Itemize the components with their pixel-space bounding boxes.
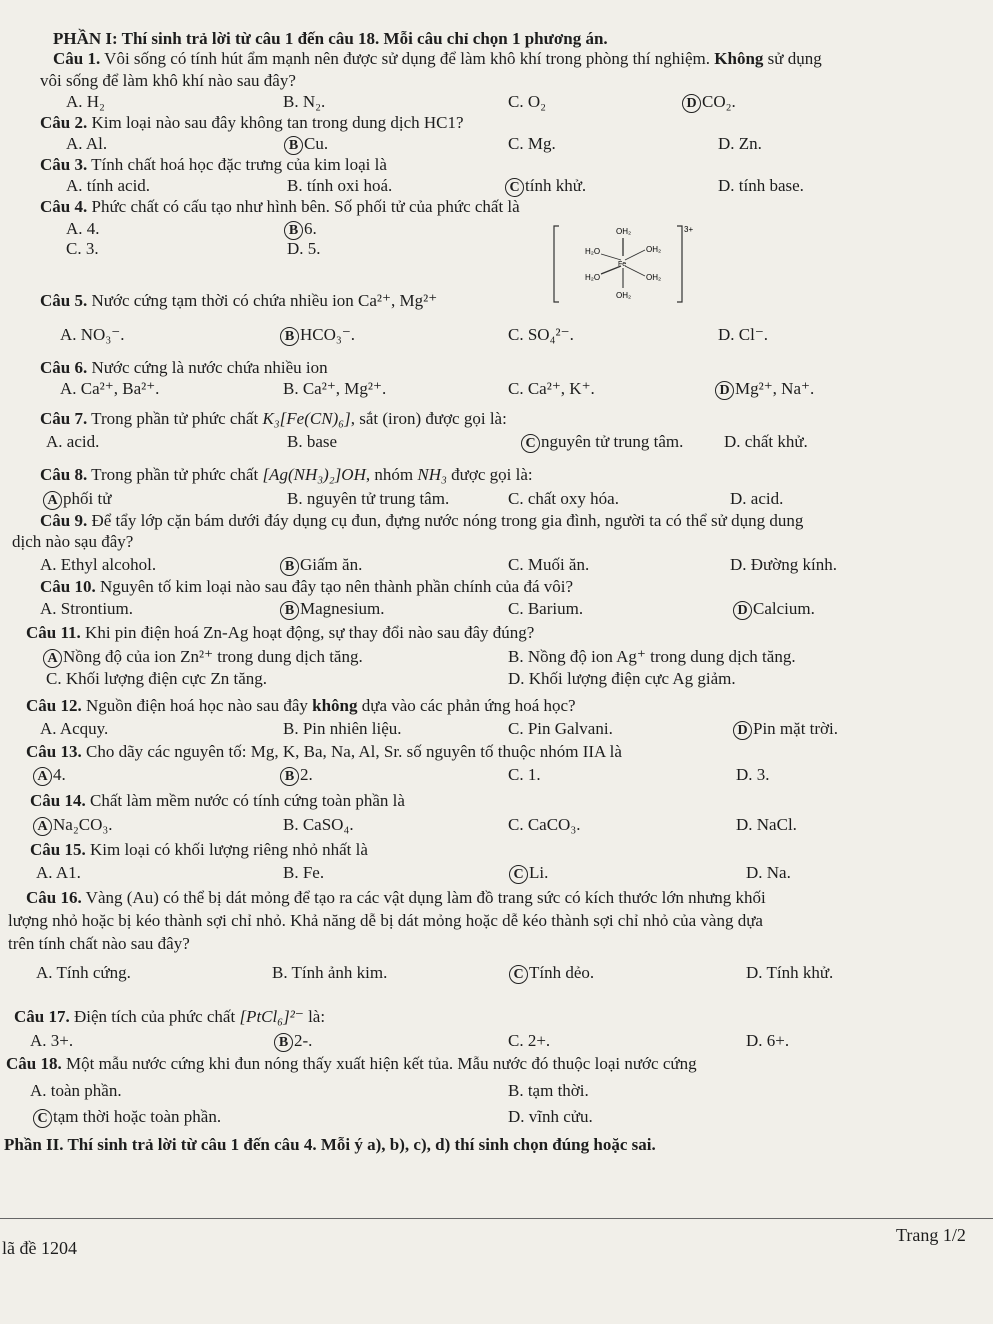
question-text: sử dụng <box>763 49 822 68</box>
question-number: Câu 1. <box>53 49 101 68</box>
q6-option-a[interactable]: A. Ca²⁺, Ba²⁺. <box>60 379 160 398</box>
bond <box>625 266 645 276</box>
q18-option-a[interactable]: A. toàn phần. <box>30 1081 122 1100</box>
option-text: Magnesium. <box>300 599 385 618</box>
part1-title: PHẦN I: Thí sinh trả lời từ câu 1 đến câu 18. Mỗi câu chỉ chọn 1 phương án. <box>53 29 608 48</box>
selected-answer-circle: A <box>33 767 52 786</box>
question-12 <box>26 695 576 717</box>
q9-option-b[interactable] <box>283 554 362 576</box>
question-16-text-cont: trên tính chất nào sau đây? <box>8 934 190 953</box>
q3-option-b[interactable]: B. tính oxi hoá. <box>287 176 393 195</box>
question-text: dựa vào các phản ứng hoá học? <box>357 696 576 715</box>
q12-option-d[interactable] <box>736 718 838 740</box>
ligand-top: OH₂ <box>616 227 632 236</box>
q13-option-b[interactable] <box>283 764 313 786</box>
option-text: Mg²⁺, Na⁺. <box>735 379 815 398</box>
q11-option-a[interactable] <box>46 646 363 668</box>
question-number: Câu 16. <box>26 888 82 907</box>
q12-option-a[interactable]: A. Acquy. <box>40 719 109 738</box>
question-number: Câu 10. <box>40 577 96 596</box>
question-text: Tính chất hoá học đặc trưng của kim loại là <box>87 155 387 174</box>
q1-option-b[interactable]: B. N₂. <box>283 92 326 111</box>
selected-answer-circle: A <box>43 649 62 668</box>
question-emphasis: không <box>312 696 358 715</box>
central-atom: Fe <box>618 261 627 268</box>
q6-option-b[interactable]: B. Ca²⁺, Mg²⁺. <box>283 379 387 398</box>
q2-option-a[interactable]: A. Al. <box>66 134 108 153</box>
q2-option-c[interactable]: C. Mg. <box>508 134 556 153</box>
question-text: Nguồn điện hoá học nào sau đây <box>81 696 313 715</box>
q7-option-a[interactable]: A. acid. <box>46 432 100 451</box>
selected-answer-circle: B <box>274 1033 293 1052</box>
question-text: là: <box>303 1007 326 1026</box>
question-number: Câu 11. <box>26 623 81 642</box>
option-text: 2-. <box>294 1031 313 1050</box>
q8-option-d[interactable]: D. acid. <box>730 489 784 508</box>
question-2 <box>40 112 464 134</box>
page-number: Trang 1/2 <box>896 1225 966 1245</box>
selected-answer-circle: C <box>521 434 540 453</box>
ligand-bottom: OH₂ <box>616 291 632 300</box>
question-text: Vàng (Au) có thể bị dát mỏng để tạo ra các vật dụng làm đồ trang sức có kích thước lớn nhưng khối <box>81 888 766 907</box>
question-number: Câu 7. <box>40 409 88 428</box>
question-text: , sắt (iron) được gọi là: <box>350 409 507 428</box>
question-text: Trong phần tử phức chất <box>87 465 263 484</box>
option-text: 6. <box>304 219 317 238</box>
question-16-text-cont: lượng nhỏ hoặc bị kéo thành sợi chỉ nhỏ. Khả năng dễ bị dát mỏng hoặc dễ kéo thành sợi chỉ nhỏ của vàng dựa <box>8 911 763 930</box>
question-13 <box>26 741 622 763</box>
q11-option-d[interactable]: D. Khối lượng điện cực Ag giảm. <box>508 669 736 688</box>
question-text: Cho dãy các nguyên tố: Mg, K, Ba, Na, Al, Sr. số nguyên tố thuộc nhóm IIA là <box>81 742 622 761</box>
q8-option-b[interactable]: B. nguyên tử trung tâm. <box>287 489 450 508</box>
q15-option-b[interactable]: B. Fe. <box>283 863 325 882</box>
question-4 <box>40 196 520 218</box>
question-8 <box>40 464 533 486</box>
ligand-lower-left: H₂O <box>585 273 601 282</box>
q2-option-d[interactable]: D. Zn. <box>718 134 762 153</box>
question-text: Chất làm mềm nước có tính cứng toàn phần là <box>85 791 405 810</box>
chemical-formula: NH₃ <box>417 465 447 484</box>
question-number: Câu 13. <box>26 742 82 761</box>
option-text: HCO₃⁻. <box>300 325 356 344</box>
question-number: Câu 4. <box>40 197 88 216</box>
question-text: Phức chất có cấu tạo như hình bên. Số phối tử của phức chất là <box>87 197 520 216</box>
q3-option-a[interactable]: A. tính acid. <box>66 176 151 195</box>
question-5 <box>40 290 437 312</box>
question-text: , nhóm <box>365 465 418 484</box>
q12-option-c[interactable]: C. Pin Galvani. <box>508 719 613 738</box>
question-9-text-cont: dịch nào sạu đây? <box>12 532 134 551</box>
selected-answer-circle: C <box>509 965 528 984</box>
q1-option-c[interactable]: C. O₂ <box>508 92 547 111</box>
q10-option-d[interactable] <box>736 598 815 620</box>
q9-option-a[interactable]: A. Ethyl alcohol. <box>40 555 157 574</box>
option-text: Pin mặt trời. <box>753 719 839 738</box>
ligand-lower-right: OH₂ <box>646 273 662 282</box>
q14-option-b[interactable]: B. CaSO₄. <box>283 815 354 834</box>
question-10 <box>40 576 573 598</box>
q4-option-b[interactable] <box>287 218 317 240</box>
q4-option-d[interactable]: D. 5. <box>287 239 321 258</box>
q15-option-d[interactable]: D. Na. <box>746 863 791 882</box>
question-text: Kim loại có khối lượng riêng nhỏ nhất là <box>85 840 368 859</box>
selected-answer-circle: B <box>280 557 299 576</box>
q14-option-d[interactable]: D. NaCl. <box>736 815 797 834</box>
option-text: Giấm ăn. <box>300 555 363 574</box>
q5-option-d[interactable]: D. Cl⁻. <box>718 325 769 344</box>
question-text: Điện tích của phức chất <box>69 1007 240 1026</box>
q14-option-a[interactable] <box>36 814 113 836</box>
q7-option-c[interactable] <box>524 431 683 453</box>
selected-answer-circle: C <box>505 178 524 197</box>
chemical-formula: K₃[Fe(CN)₆] <box>262 409 351 428</box>
option-text: tạm thời hoặc toàn phần. <box>53 1107 222 1126</box>
question-9 <box>40 510 803 532</box>
q8-option-a[interactable] <box>46 488 111 510</box>
question-1 <box>53 48 822 70</box>
question-16 <box>26 887 766 909</box>
question-text: Nước cứng tạm thời có chứa nhiều ion Ca²⁺, Mg²⁺ <box>87 291 438 310</box>
q5-option-a[interactable]: A. NO₃⁻. <box>60 325 125 344</box>
q8-option-c[interactable]: C. chất oxy hóa. <box>508 489 619 508</box>
option-text: tính khử. <box>525 176 587 195</box>
q10-option-c[interactable]: C. Barium. <box>508 599 584 618</box>
footer-divider <box>0 1218 993 1219</box>
question-number: Câu 2. <box>40 113 88 132</box>
left-bracket <box>554 226 559 302</box>
selected-answer-circle: B <box>280 767 299 786</box>
question-emphasis: Không <box>714 49 764 68</box>
question-number: Câu 17. <box>14 1007 70 1026</box>
selected-answer-circle: B <box>280 601 299 620</box>
question-text: Kim loại nào sau đây không tan trong dung dịch HC1? <box>87 113 464 132</box>
selected-answer-circle: A <box>33 817 52 836</box>
question-11 <box>26 622 534 644</box>
question-15 <box>30 839 368 861</box>
question-number: Câu 8. <box>40 465 88 484</box>
q13-option-a[interactable] <box>36 764 66 786</box>
selected-answer-circle: A <box>43 491 62 510</box>
option-text: nguyên tử trung tâm. <box>541 432 684 451</box>
question-text: Trong phần tử phức chất <box>87 409 263 428</box>
chemical-formula: [Ag(NH₃)₂]OH <box>262 465 366 484</box>
q5-option-c[interactable]: C. SO₄²⁻. <box>508 325 574 344</box>
selected-answer-circle: B <box>280 327 299 346</box>
q15-option-a[interactable]: A. A1. <box>36 863 81 882</box>
option-text: Nồng độ của ion Zn²⁺ trong dung dịch tăng. <box>63 647 363 666</box>
q13-option-c[interactable]: C. 1. <box>508 765 541 784</box>
bond <box>625 250 645 260</box>
q1-option-d[interactable] <box>685 91 736 113</box>
option-text: 2. <box>300 765 313 784</box>
question-number: Câu 9. <box>40 511 88 530</box>
question-18 <box>6 1053 697 1075</box>
option-text: Na₂CO₃. <box>53 815 113 834</box>
q10-option-b[interactable] <box>283 598 385 620</box>
q14-option-c[interactable]: C. CaCO₃. <box>508 815 581 834</box>
q16-option-a[interactable]: A. Tính cứng. <box>36 963 131 982</box>
option-text: phối tử <box>63 489 112 508</box>
q4-option-c[interactable]: C. 3. <box>66 239 99 258</box>
q9-option-d[interactable]: D. Đường kính. <box>730 555 837 574</box>
question-17 <box>14 1006 325 1028</box>
q18-option-c[interactable] <box>36 1106 221 1128</box>
q13-option-d[interactable]: D. 3. <box>736 765 770 784</box>
selected-answer-circle: D <box>733 721 752 740</box>
q6-option-c[interactable]: C. Ca²⁺, K⁺. <box>508 379 595 398</box>
q18-option-b[interactable]: B. tạm thời. <box>508 1081 589 1100</box>
right-bracket <box>677 226 682 302</box>
q11-option-c[interactable]: C. Khối lượng điện cực Zn tăng. <box>46 669 267 688</box>
question-text: Để tẩy lớp cặn bám dưới đáy dụng cụ đun, đựng nước nóng trong gia đình, người ta có thể sử dụng dung <box>87 511 804 530</box>
option-text: 4. <box>53 765 66 784</box>
question-number: Câu 6. <box>40 358 88 377</box>
selected-answer-circle: D <box>715 381 734 400</box>
q5-option-b[interactable] <box>283 324 355 346</box>
q2-option-b[interactable] <box>287 133 328 155</box>
q11-option-b[interactable]: B. Nồng độ ion Ag⁺ trong dung dịch tăng. <box>508 647 796 666</box>
q16-option-b[interactable]: B. Tính ảnh kim. <box>272 963 388 982</box>
question-number: Câu 18. <box>6 1054 62 1073</box>
question-number: Câu 5. <box>40 291 88 310</box>
question-6 <box>40 357 328 379</box>
q17-option-d[interactable]: D. 6+. <box>746 1031 790 1050</box>
question-text: Khi pin điện hoá Zn-Ag hoạt động, sự thay đổi nào sau đây đúng? <box>80 623 535 642</box>
q4-option-a[interactable]: A. 4. <box>66 219 100 238</box>
question-3 <box>40 154 387 176</box>
q18-option-d[interactable]: D. vĩnh cửu. <box>508 1107 593 1126</box>
q17-option-a[interactable]: A. 3+. <box>30 1031 74 1050</box>
option-text: Tính dẻo. <box>529 963 595 982</box>
q16-option-c[interactable] <box>512 962 594 984</box>
q7-option-d[interactable]: D. chất khử. <box>724 432 808 451</box>
complex-charge: 3+ <box>684 225 693 234</box>
question-number: Câu 14. <box>30 791 86 810</box>
q6-option-d[interactable] <box>718 378 814 400</box>
q1-option-a[interactable]: A. H₂ <box>66 92 105 111</box>
selected-answer-circle: B <box>284 136 303 155</box>
question-text: được gọi là: <box>446 465 533 484</box>
question-number: Câu 15. <box>30 840 86 859</box>
ligand-upper-right: OH₂ <box>646 245 662 254</box>
complex-structure-diagram <box>553 222 693 306</box>
q3-option-d[interactable]: D. tính base. <box>718 176 804 195</box>
selected-answer-circle: B <box>284 221 303 240</box>
option-text: Calcium. <box>753 599 815 618</box>
q7-option-b[interactable]: B. base <box>287 432 338 451</box>
question-text: Vôi sống có tính hút ẩm mạnh nên được sử dụng để làm khô khí trong phòng thí nghiệm. <box>100 49 715 68</box>
selected-answer-circle: C <box>509 865 528 884</box>
bond <box>601 254 621 260</box>
question-text: Nước cứng là nước chứa nhiều ion <box>87 358 328 377</box>
question-14 <box>30 790 405 812</box>
q15-option-c[interactable] <box>512 862 548 884</box>
q3-option-c[interactable] <box>508 175 586 197</box>
chemical-formula: [PtCl₆]²⁻ <box>239 1007 304 1026</box>
q17-option-c[interactable]: C. 2+. <box>508 1031 551 1050</box>
question-number: Câu 12. <box>26 696 82 715</box>
q9-option-c[interactable]: C. Muối ăn. <box>508 555 590 574</box>
option-text: Cu. <box>304 134 329 153</box>
q10-option-a[interactable]: A. Strontium. <box>40 599 134 618</box>
q16-option-d[interactable]: D. Tính khử. <box>746 963 834 982</box>
q17-option-b[interactable] <box>277 1030 312 1052</box>
selected-answer-circle: C <box>33 1109 52 1128</box>
q12-option-b[interactable]: B. Pin nhiên liệu. <box>283 719 402 738</box>
option-text: CO₂. <box>702 92 736 111</box>
exam-code: lã đề 1204 <box>2 1238 77 1258</box>
selected-answer-circle: D <box>733 601 752 620</box>
part2-title: Phần II. Thí sinh trả lời từ câu 1 đến câu 4. Mỗi ý a), b), c), d) thí sinh chọn đúng hoặc sai. <box>4 1135 656 1154</box>
question-text: Một mẫu nước cứng khi đun nóng thấy xuất hiện kết tủa. Mẫu nước đó thuộc loại nước cứng <box>61 1054 697 1073</box>
selected-answer-circle: D <box>682 94 701 113</box>
question-number: Câu 3. <box>40 155 88 174</box>
question-1-text-cont: vôi sống để làm khô khí nào sau đây? <box>40 71 296 90</box>
ligand-upper-left: H₂O <box>585 247 601 256</box>
question-text: Nguyên tố kim loại nào sau đây tạo nên thành phần chính của đá vôi? <box>95 577 574 596</box>
option-text: Li. <box>529 863 549 882</box>
question-7 <box>40 408 507 430</box>
